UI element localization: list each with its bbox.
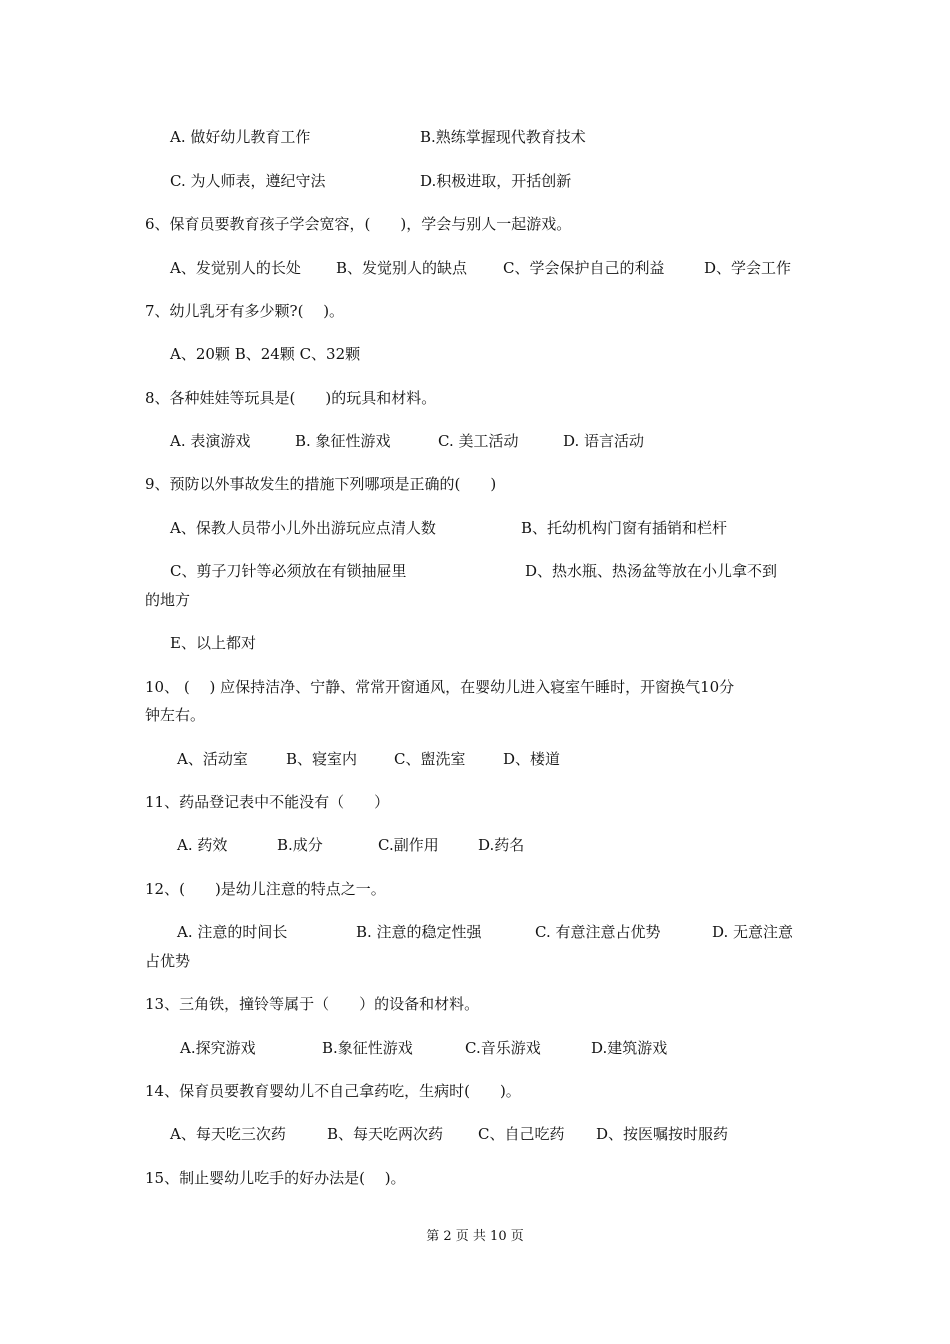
q10-option-c: C、盥洗室: [394, 750, 466, 768]
q11-option-b: B.成分: [277, 836, 323, 854]
q8-option-a: A. 表演游戏: [170, 432, 251, 450]
q7-options: A、20颗 B、24颗 C、32颗: [170, 345, 361, 363]
q11-option-a: A. 药效: [177, 836, 228, 854]
q9-option-c: C、剪子刀针等必须放在有锁抽屉里: [170, 562, 407, 580]
q12-option-a: A. 注意的时间长: [177, 923, 288, 941]
q9-option-e: E、以上都对: [170, 634, 256, 652]
q8-option-b: B. 象征性游戏: [295, 432, 391, 450]
q9-option-a: A、保教人员带小儿外出游玩应点清人数: [170, 519, 436, 537]
q12-option-c: C. 有意注意占优势: [535, 923, 661, 941]
q12-option-b: B. 注意的稳定性强: [356, 923, 482, 941]
q13-option-a: A.探究游戏: [180, 1039, 256, 1057]
q12-option-d-continued: 占优势: [145, 952, 191, 970]
q8-option-c: C. 美工活动: [438, 432, 519, 450]
q14-option-c: C、自己吃药: [478, 1125, 565, 1143]
q10-option-a: A、活动室: [177, 750, 248, 768]
q14-option-a: A、每天吃三次药: [170, 1125, 286, 1143]
q10-stem: 10、 ( ) 应保持洁净、宁静、常常开窗通风，在婴幼儿进入寝室午睡时，开窗换气10分: [145, 678, 735, 696]
q11-option-d: D.药名: [478, 836, 525, 854]
q10-option-b: B、寝室内: [286, 750, 358, 768]
q7-stem: 7、幼儿乳牙有多少颗?( )。: [145, 302, 345, 320]
q9-stem: 9、预防以外事故发生的措施下列哪项是正确的( ): [145, 475, 497, 493]
q13-stem: 13、三角铁，撞铃等属于（ ）的设备和材料。: [145, 995, 480, 1013]
q9-option-b: B、托幼机构门窗有插销和栏杆: [521, 519, 728, 537]
q15-stem: 15、制止婴幼儿吃手的好办法是( )。: [145, 1169, 406, 1187]
q9-option-d-continued: 的地方: [145, 591, 191, 609]
q12-stem: 12、( )是幼儿注意的特点之一。: [145, 880, 386, 898]
q6-stem: 6、保育员要教育孩子学会宽容，( )，学会与别人一起游戏。: [145, 215, 572, 233]
q8-stem: 8、各种娃娃等玩具是( )的玩具和材料。: [145, 389, 437, 407]
q5-option-c: C. 为人师表，遵纪守法: [170, 172, 326, 190]
q14-option-b: B、每天吃两次药: [327, 1125, 444, 1143]
q13-option-b: B.象征性游戏: [322, 1039, 413, 1057]
q5-option-a: A. 做好幼儿教育工作: [170, 128, 311, 146]
q5-option-d: D.积极进取，开括创新: [420, 172, 572, 190]
q8-option-d: D. 语言活动: [563, 432, 645, 450]
q6-option-d: D、学会工作: [704, 259, 792, 277]
q13-option-c: C.音乐游戏: [465, 1039, 541, 1057]
q11-stem: 11、药品登记表中不能没有（ ）: [145, 793, 390, 811]
q10-stem-continued: 钟左右。: [145, 706, 206, 724]
q14-stem: 14、保育员要教育婴幼儿不自己拿药吃，生病时( )。: [145, 1082, 521, 1100]
q6-option-c: C、学会保护自己的利益: [503, 259, 665, 277]
q9-option-d: D、热水瓶、热汤盆等放在小儿拿不到: [525, 562, 778, 580]
q12-option-d: D. 无意注意: [712, 923, 794, 941]
page-number-footer: 第 2 页 共 10 页: [426, 1229, 524, 1244]
q6-option-a: A、发觉别人的长处: [170, 259, 301, 277]
q13-option-d: D.建筑游戏: [591, 1039, 668, 1057]
q5-option-b: B.熟练掌握现代教育技术: [420, 128, 586, 146]
q10-option-d: D、楼道: [503, 750, 561, 768]
q14-option-d: D、按医嘱按时服药: [596, 1125, 729, 1143]
q6-option-b: B、发觉别人的缺点: [336, 259, 468, 277]
q11-option-c: C.副作用: [378, 836, 439, 854]
